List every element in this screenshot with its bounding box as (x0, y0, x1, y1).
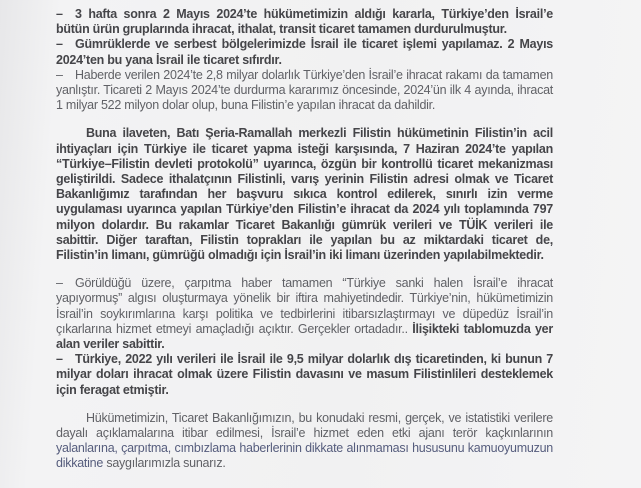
document-body (56, 7, 553, 472)
text-segment: Hükümetimizin, Ticaret Bakanlığımızın, bu konudaki resmi, gerçek, ve istatistiki verilere dayalı açıklamalarına itibar edilmesi, İsrail’e hizmet eden etki ajanı terör kaçkınlarının (56, 410, 553, 441)
bullet-dash: – (56, 7, 63, 21)
paragraph (56, 411, 553, 472)
bullet-dash: – (56, 67, 63, 82)
text-segment: İlişikteki tablomuzda yer alan veriler sabittir. (56, 321, 553, 352)
paragraph (56, 68, 553, 114)
bullet-dash: – (56, 276, 63, 291)
bullet-dash: – (56, 352, 63, 367)
text-segment: saygılarımızla sunarız. (103, 456, 226, 471)
text-segment: Gümrüklerde ve serbest bölgelerimizde İsrail ile ticaret işlemi yapılamaz. 2 Mayıs 2024’ten bu yana İsrail ile ticaret sıfırdır. (56, 37, 553, 67)
paragraph (56, 276, 553, 352)
text-segment: yalanlarına, çarpıtma, cımbızlama haberlerinin dikkate alınmaması hususunu kamuoyumuzun dikkatine (56, 441, 553, 471)
text-segment: Türkiye, 2022 yılı verileri ile İsrail ile 9,5 milyar dolarlık dış ticaretinden, ki bunun 7 milyar doları ihracat olmak üzere Filistin davasını ve masum Filistinlileri desteklemek için feragat etmiştir. (56, 352, 553, 397)
paragraph (56, 7, 553, 37)
text-segment: 3 hafta sonra 2 Mayıs 2024’te hükümetimizin aldığı kararla, Türkiye’den İsrail’e bütün ürün gruplarında ihracat, ithalat, transit ticaret tamamen durdurulmuştur. (56, 7, 553, 37)
paragraph (56, 37, 553, 67)
bullet-dash: – (56, 37, 63, 52)
text-segment: Buna ilaveten, Batı Şeria-Ramallah merkezli Filistin hükümetinin Filistin’in acil ihtiyaçları için Türkiye ile ticaret yapma isteği karşısında, 7 Haziran 2024’te yapılan “Türkiye–Filistin devleti protokolü” uyarınca, özgün bir kontrollü ticaret mekanizması geliştirildi. Sadece ithalatçının Filistinli, varış yerinin Filistin adresi olmak ve Ticaret Bakanlığımız tarafından her başvuru sıkıca kontrol edilerek, sınırlı izin verme uygulaması uyarınca yapılan Türkiye’den Filistin’e ihracat da 2024 yılı toplamında 797 milyon dolardır. Bu rakamlar Ticaret Bakanlığı gümrük verileri ve TÜİK verileri ile sabittir. Diğer taraftan, Filistin toprakları ile yapılan bu az miktardaki ticaret de, Filistin’in limanı, gümrüğü olmadığı için İsrail’in iki limanı üzerinden yapılabilmektedir. (56, 126, 553, 263)
paragraph (56, 352, 553, 398)
text-segment: Görüldüğü üzere, çarpıtma haber tamamen “Türkiye sanki halen İsrail’e ihracat yapıyormuş” algısı oluşturmaya yönelik bir iftira mahiyetindedir. Türkiye’nin, hükümetimizin İsrail’in soykırımlarına karşı politika ve tedbirlerini itibarsızlaştırmayı ve düpedüz İsrail’in çıkarlarına hizmet etmeyi amaçladığı açıktır. Gerçekler ortadadır.. (56, 276, 553, 336)
paragraph (56, 126, 553, 263)
text-segment: Haberde verilen 2024’te 2,8 milyar dolarlık Türkiye’den İsrail’e ihracat rakamı da tamamen yanlıştır. Ticareti 2 Mayıs 2024’te durdurma kararımız öncesinde, 2024’ün ilk 4 ayında, ihracat 1 milyar 522 milyon dolar olup, buna Filistin’e yapılan ihracat da dahildir. (56, 67, 553, 113)
